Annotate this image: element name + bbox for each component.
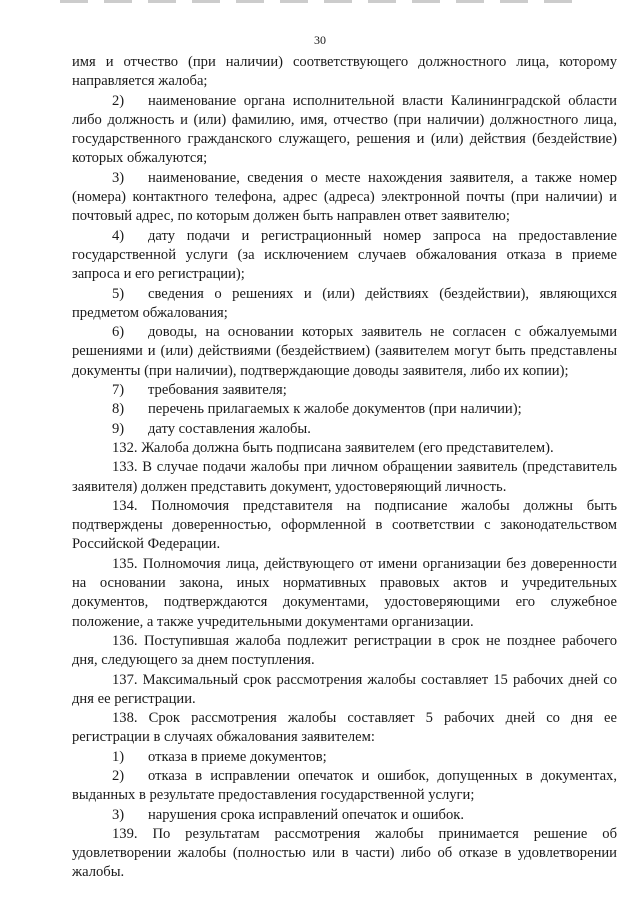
paragraph-text: нарушения срока исправлений опечаток и ошибок. <box>148 806 465 823</box>
list-item-number: 4) <box>112 227 125 244</box>
paragraph-text: 138. Срок рассмотрения жалобы составляет 5 рабочих дней со дня ее регистрации в случаях обжалования заявителем: <box>72 710 617 746</box>
list-item-number: 2) <box>112 767 125 784</box>
list-item-number: 9) <box>112 420 125 437</box>
paragraph <box>72 169 617 227</box>
paragraph <box>72 53 617 92</box>
list-item-number: 7) <box>112 382 125 399</box>
page-number: 30 <box>314 33 326 47</box>
paragraph-text: требования заявителя; <box>148 382 287 399</box>
list-item-number: 2) <box>112 92 125 109</box>
paragraph-text: 133. В случае подачи жалобы при личном обращении заявитель (представитель заявителя) должен представить документ, удостоверяющий личность. <box>72 459 617 495</box>
paragraph-text: 135. Полномочия лица, действующего от имени организации без доверенности на основании закона, иных нормативных правовых актов и учредительных документов, подтверждаются документами, удостоверяющими его служебное положение, а также учредительными документами организации. <box>72 555 617 630</box>
paragraph <box>72 381 617 400</box>
list-item-number: 3) <box>112 806 125 823</box>
list-item-number: 1) <box>112 748 125 765</box>
paragraph-text: 137. Максимальный срок рассмотрения жалобы составляет 15 рабочих дней со дня ее регистрации. <box>72 671 617 707</box>
list-item-number: 6) <box>112 324 125 341</box>
paragraph <box>72 420 617 439</box>
paragraph-text: 134. Полномочия представителя на подписание жалобы должны быть подтверждены доверенностью, оформленной в соответствии с законодательством Российской Федерации. <box>72 497 617 553</box>
paragraph-text: наименование органа исполнительной власти Калининградской области либо должность и (или) фамилию, имя, отчество (при наличии) должностного лица, государственного гражданского служащего, решения и (или) действия (бездействие) которых обжалуются; <box>72 92 617 167</box>
list-item-number: 5) <box>112 285 125 302</box>
document-body <box>72 53 617 883</box>
paragraph-text: дату составления жалобы. <box>148 420 311 437</box>
paragraph-text: 139. По результатам рассмотрения жалобы принимается решение об удовлетворении жалобы (полностью или в части) либо об отказе в удовлетворении жалобы. <box>72 825 617 881</box>
paragraph-text: дату подачи и регистрационный номер запроса на предоставление государственной услуги (за исключением случаев обжалования отказа в приеме запроса и его регистрации); <box>72 227 617 283</box>
paragraph <box>72 497 617 555</box>
paragraph-text: отказа в исправлении опечаток и ошибок, допущенных в документах, выданных в результате предоставления государственной услуги; <box>72 767 617 804</box>
paragraph <box>72 92 617 169</box>
paragraph-text: доводы, на основании которых заявитель не согласен с обжалуемыми решениями и (или) действиями (бездействием) (заявителем могут быть представлены документы (при наличии), подтверждающие доводы заявителя, либо их копии); <box>72 324 617 379</box>
paragraph <box>72 400 617 419</box>
paragraph <box>72 748 617 767</box>
paragraph-text: сведения о решениях и (или) действиях (бездействии), являющихся предметом обжалования; <box>72 285 617 321</box>
paragraph <box>72 555 617 632</box>
paragraph <box>72 806 617 825</box>
paragraph <box>72 285 617 324</box>
list-item-number: 3) <box>112 169 125 186</box>
paragraph-text: 132. Жалоба должна быть подписана заявителем (его представителем). <box>112 439 554 456</box>
paragraph <box>72 825 617 883</box>
paragraph <box>72 709 617 748</box>
paragraph <box>72 439 617 458</box>
paragraph <box>72 767 617 806</box>
paragraph <box>72 227 617 285</box>
paragraph-text: перечень прилагаемых к жалобе документов (при наличии); <box>148 401 522 418</box>
paragraph-text: наименование, сведения о месте нахождения заявителя, а также номер (номера) контактного телефона, адрес (адреса) электронной почты (при наличии) и почтовый адрес, по которым должен быть направлен ответ заявителю; <box>72 169 617 225</box>
paragraph-text: имя и отчество (при наличии) соответствующего должностного лица, которому направляется жалоба; <box>72 54 617 90</box>
paragraph-text: отказа в приеме документов; <box>148 748 327 765</box>
paragraph <box>72 671 617 710</box>
list-item-number: 8) <box>112 401 125 418</box>
paragraph <box>72 458 617 497</box>
paragraph <box>72 323 617 381</box>
scan-top-edge <box>60 0 580 3</box>
paragraph <box>72 632 617 671</box>
paragraph-text: 136. Поступившая жалоба подлежит регистрации в срок не позднее рабочего дня, следующего за днем поступления. <box>72 632 617 669</box>
